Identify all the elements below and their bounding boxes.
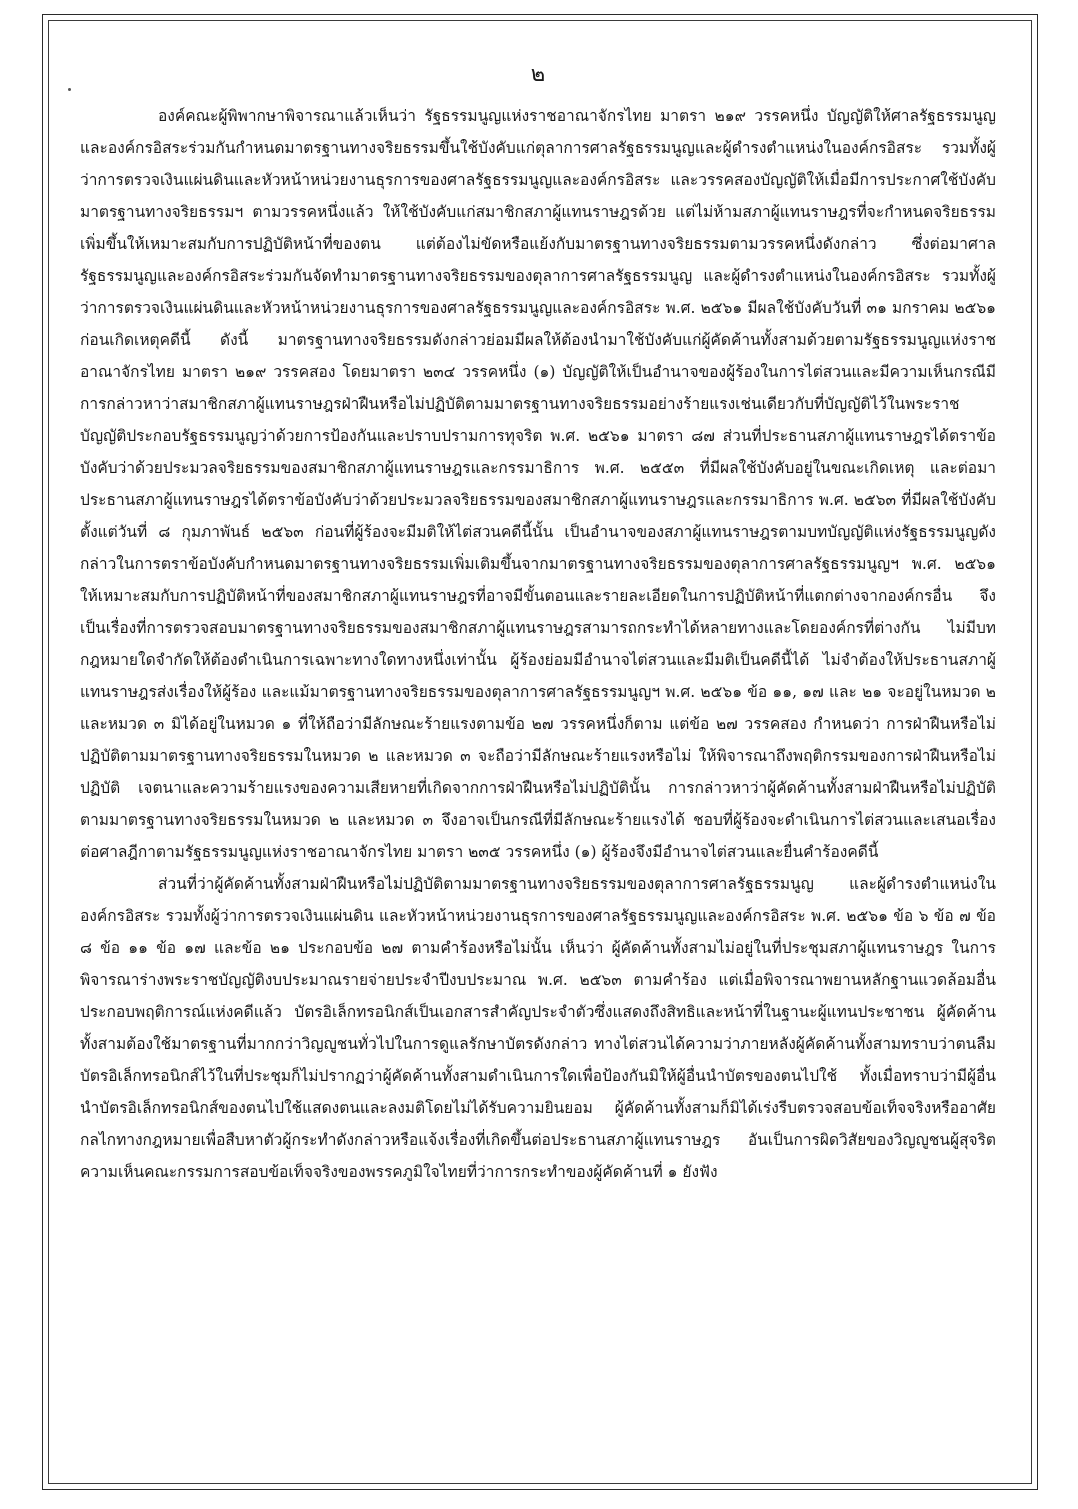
paragraph-1: องค์คณะผู้พิพากษาพิจารณาแล้วเห็นว่า รัฐธรรมนูญแห่งราชอาณาจักรไทย มาตรา ๒๑๙ วรรคหนึ่ง บัญญัติให้ศาลรัฐธรรมนูญและองค์กรอิสระร่วมกันกำหนดมาตรฐานทางจริยธรรมขึ้นใช้บังคับแก่ตุลาการศาลรัฐธรรมนูญและผู้ดำรงตำแหน่งในองค์กรอิสระ รวมทั้งผู้ว่าการตรวจเงินแผ่นดินและหัวหน้าหน่วยงานธุรการของศาลรัฐธรรมนูญและองค์กรอิสระ และวรรคสองบัญญัติให้เมื่อมีการประกาศใช้บังคับมาตรฐานทางจริยธรรมฯ ตามวรรคหนึ่งแล้ว ให้ใช้บังคับแก่สมาชิกสภาผู้แทนราษฎรด้วย แต่ไม่ห้ามสภาผู้แทนราษฎรที่จะกำหนดจริยธรรมเพิ่มขึ้นให้เหมาะสมกับการปฏิบัติหน้าที่ของตน แต่ต้องไม่ขัดหรือแย้งกับมาตรฐานทางจริยธรรมตามวรรคหนึ่งดังกล่าว ซึ่งต่อมาศาลรัฐธรรมนูญและองค์กรอิสระร่วมกันจัดทำมาตรฐานทางจริยธรรมของตุลาการศาลรัฐธรรมนูญ และผู้ดำรงตำแหน่งในองค์กรอิสระ รวมทั้งผู้ว่าการตรวจเงินแผ่นดินและหัวหน้าหน่วยงานธุรการของศาลรัฐธรรมนูญและองค์กรอิสระ พ.ศ. ๒๕๖๑ มีผลใช้บังคับวันที่ ๓๑ มกราคม ๒๕๖๑ ก่อนเกิดเหตุคดีนี้ ดังนี้ มาตรฐานทางจริยธรรมดังกล่าวย่อมมีผลให้ต้องนำมาใช้บังคับแก่ผู้คัดค้านทั้งสามด้วยตามรัฐธรรมนูญแห่งราชอาณาจักรไทย มาตรา ๒๑๙ วรรคสอง โดยมาตรา ๒๓๔ วรรคหนึ่ง (๑) บัญญัติให้เป็นอำนาจของผู้ร้องในการไต่สวนและมีความเห็นกรณีมีการกล่าวหาว่าสมาชิกสภาผู้แทนราษฎรฝ่าฝืนหรือไม่ปฏิบัติตามมาตรฐานทางจริยธรรมอย่างร้ายแรงเช่นเดียวกับที่บัญญัติไว้ในพระราชบัญญัติประกอบรัฐธรรมนูญว่าด้วยการป้องกันและปราบปรามการทุจริต พ.ศ. ๒๕๖๑ มาตรา ๘๗ ส่วนที่ประธานสภาผู้แทนราษฎรได้ตราข้อบังคับว่าด้วยประมวลจริยธรรมของสมาชิกสภาผู้แทนราษฎรและกรรมาธิการ พ.ศ. ๒๕๕๓ ที่มีผลใช้บังคับอยู่ในขณะเกิดเหตุ และต่อมาประธานสภาผู้แทนราษฎรได้ตราข้อบังคับว่าด้วยประมวลจริยธรรมของสมาชิกสภาผู้แทนราษฎรและกรรมาธิการ พ.ศ. ๒๕๖๓ ที่มีผลใช้บังคับตั้งแต่วันที่ ๘ กุมภาพันธ์ ๒๕๖๓ ก่อนที่ผู้ร้องจะมีมติให้ไต่สวนคดีนี้นั้น เป็นอำนาจของสภาผู้แทนราษฎรตามบทบัญญัติแห่งรัฐธรรมนูญดังกล่าวในการตราข้อบังคับกำหนดมาตรฐานทางจริยธรรมเพิ่มเติมขึ้นจากมาตรฐานทางจริยธรรมของตุลาการศาลรัฐธรรมนูญฯ พ.ศ. ๒๕๖๑ ให้เหมาะสมกับการปฏิบัติหน้าที่ของสมาชิกสภาผู้แทนราษฎรที่อาจมีขั้นตอนและรายละเอียดในการปฏิบัติหน้าที่แตกต่างจากองค์กรอื่น จึงเป็นเรื่องที่การตรวจสอบมาตรฐานทางจริยธรรมของสมาชิกสภาผู้แทนราษฎรสามารถกระทำได้หลายทางและโดยองค์กรที่ต่างกัน ไม่มีบทกฎหมายใดจำกัดให้ต้องดำเนินการเฉพาะทางใดทางหนึ่งเท่านั้น ผู้ร้องย่อมมีอำนาจไต่สวนและมีมติเป็นคดีนี้ได้ ไม่จำต้องให้ประธานสภาผู้แทนราษฎรส่งเรื่องให้ผู้ร้อง และแม้มาตรฐานทางจริยธรรมของตุลาการศาลรัฐธรรมนูญฯ พ.ศ. ๒๕๖๑ ข้อ ๑๑, ๑๗ และ ๒๑ จะอยู่ในหมวด ๒ และหมวด ๓ มิได้อยู่ในหมวด ๑ ที่ให้ถือว่ามีลักษณะร้ายแรงตามข้อ ๒๗ วรรคหนึ่งก็ตาม แต่ข้อ ๒๗ วรรคสอง กำหนดว่า การฝ่าฝืนหรือไม่ปฏิบัติตามมาตรฐานทางจริยธรรมในหมวด ๒ และหมวด ๓ จะถือว่ามีลักษณะร้ายแรงหรือไม่ ให้พิจารณาถึงพฤติกรรมของการฝ่าฝืนหรือไม่ปฏิบัติ เจตนาและความร้ายแรงของความเสียหายที่เกิดจากการฝ่าฝืนหรือไม่ปฏิบัตินั้น การกล่าวหาว่าผู้คัดค้านทั้งสามฝ่าฝืนหรือไม่ปฏิบัติตามมาตรฐานทางจริยธรรมในหมวด ๒ และหมวด ๓ จึงอาจเป็นกรณีที่มีลักษณะร้ายแรงได้ ชอบที่ผู้ร้องจะดำเนินการไต่สวนและเสนอเรื่องต่อศาลฎีกาตามรัฐธรรมนูญแห่งราชอาณาจักรไทย มาตรา ๒๓๕ วรรคหนึ่ง (๑) ผู้ร้องจึงมีอำนาจไต่สวนและยื่นคำร้องคดีนี้: [80, 107, 996, 861]
document-body: [80, 58, 996, 1478]
page-number: ๒: [530, 62, 546, 87]
scan-speck: [68, 88, 71, 91]
paragraph-2: ส่วนที่ว่าผู้คัดค้านทั้งสามฝ่าฝืนหรือไม่ปฏิบัติตามมาตรฐานทางจริยธรรมของตุลาการศาลรัฐธรรมนูญ และผู้ดำรงตำแหน่งในองค์กรอิสระ รวมทั้งผู้ว่าการตรวจเงินแผ่นดิน และหัวหน้าหน่วยงานธุรการของศาลรัฐธรรมนูญและองค์กรอิสระ พ.ศ. ๒๕๖๑ ข้อ ๖ ข้อ ๗ ข้อ ๘ ข้อ ๑๑ ข้อ ๑๗ และข้อ ๒๑ ประกอบข้อ ๒๗ ตามคำร้องหรือไม่นั้น เห็นว่า ผู้คัดค้านทั้งสามไม่อยู่ในที่ประชุมสภาผู้แทนราษฎร ในการพิจารณาร่างพระราชบัญญัติงบประมาณรายจ่ายประจำปีงบประมาณ พ.ศ. ๒๕๖๓ ตามคำร้อง แต่เมื่อพิจารณาพยานหลักฐานแวดล้อมอื่นประกอบพฤติการณ์แห่งคดีแล้ว บัตรอิเล็กทรอนิกส์เป็นเอกสารสำคัญประจำตัวซึ่งแสดงถึงสิทธิและหน้าที่ในฐานะผู้แทนประชาชน ผู้คัดค้านทั้งสามต้องใช้มาตรฐานที่มากกว่าวิญญูชนทั่วไปในการดูแลรักษาบัตรดังกล่าว ทางไต่สวนได้ความว่าภายหลังผู้คัดค้านทั้งสามทราบว่าตนลืมบัตรอิเล็กทรอนิกส์ไว้ในที่ประชุมก็ไม่ปรากฏว่าผู้คัดค้านทั้งสามดำเนินการใดเพื่อป้องกันมิให้ผู้อื่นนำบัตรของตนไปใช้ ทั้งเมื่อทราบว่ามีผู้อื่นนำบัตรอิเล็กทรอนิกส์ของตนไปใช้แสดงตนและลงมติโดยไม่ได้รับความยินยอม ผู้คัดค้านทั้งสามก็มิได้เร่งรีบตรวจสอบข้อเท็จจริงหรืออาศัยกลไกทางกฎหมายเพื่อสืบหาตัวผู้กระทำดังกล่าวหรือแจ้งเรื่องที่เกิดขึ้นต่อประธานสภาผู้แทนราษฎร อันเป็นการผิดวิสัยของวิญญูชนผู้สุจริต ความเห็นคณะกรรมการสอบข้อเท็จจริงของพรรคภูมิใจไทยที่ว่าการกระทำของผู้คัดค้านที่ ๑ ยังฟัง: [80, 875, 996, 1181]
